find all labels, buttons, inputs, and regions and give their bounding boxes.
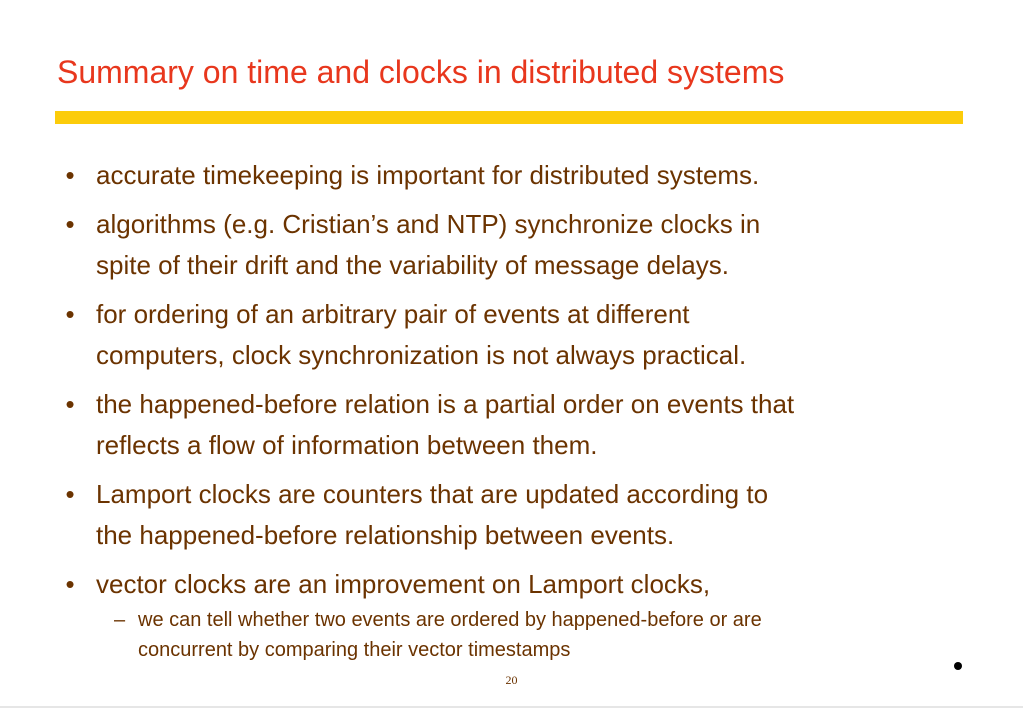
- bullet-dot-icon: •: [65, 389, 75, 419]
- bullet-item: [60, 294, 960, 376]
- title-underline-bar: [55, 111, 963, 124]
- sub-bullet-item: [96, 605, 960, 665]
- corner-dot-icon: [954, 662, 962, 670]
- sub-bullet-line: concurrent by comparing their vector timestamps: [138, 639, 571, 661]
- bullet-item: [60, 474, 960, 556]
- sub-bullet-list: [96, 605, 960, 665]
- bullet-item: [60, 204, 960, 286]
- bullet-dot-icon: •: [65, 299, 75, 329]
- dash-icon: –: [114, 609, 126, 631]
- bullet-line: reflects a flow of information between them.: [96, 430, 598, 460]
- bullet-line: Lamport clocks are counters that are updated according to: [96, 479, 769, 509]
- bullet-line: accurate timekeeping is important for distributed systems.: [96, 160, 760, 190]
- bullet-dot-icon: •: [65, 569, 75, 599]
- bullet-dot-icon: •: [65, 209, 75, 239]
- bullet-item: [60, 155, 960, 196]
- bullet-line: for ordering of an arbitrary pair of events at different: [96, 299, 690, 329]
- bullet-line: the happened-before relation is a partial order on events that: [96, 389, 795, 419]
- bullet-line: computers, clock synchronization is not always practical.: [96, 340, 747, 370]
- bullet-item: [60, 384, 960, 466]
- page-number: 20: [505, 673, 518, 687]
- bullet-line: the happened-before relationship between events.: [96, 520, 675, 550]
- bullet-line: algorithms (e.g. Cristian’s and NTP) synchronize clocks in: [96, 209, 761, 239]
- sub-bullet-line: we can tell whether two events are ordered by happened-before or are: [138, 609, 762, 631]
- bullet-line: spite of their drift and the variability of message delays.: [96, 250, 729, 280]
- bullet-dot-icon: •: [65, 479, 75, 509]
- slide-title: Summary on time and clocks in distributed systems: [57, 54, 785, 90]
- bullet-list: [60, 155, 960, 673]
- bullet-dot-icon: •: [65, 160, 75, 190]
- bullet-item: [60, 564, 960, 665]
- bullet-line: vector clocks are an improvement on Lamport clocks,: [96, 569, 711, 599]
